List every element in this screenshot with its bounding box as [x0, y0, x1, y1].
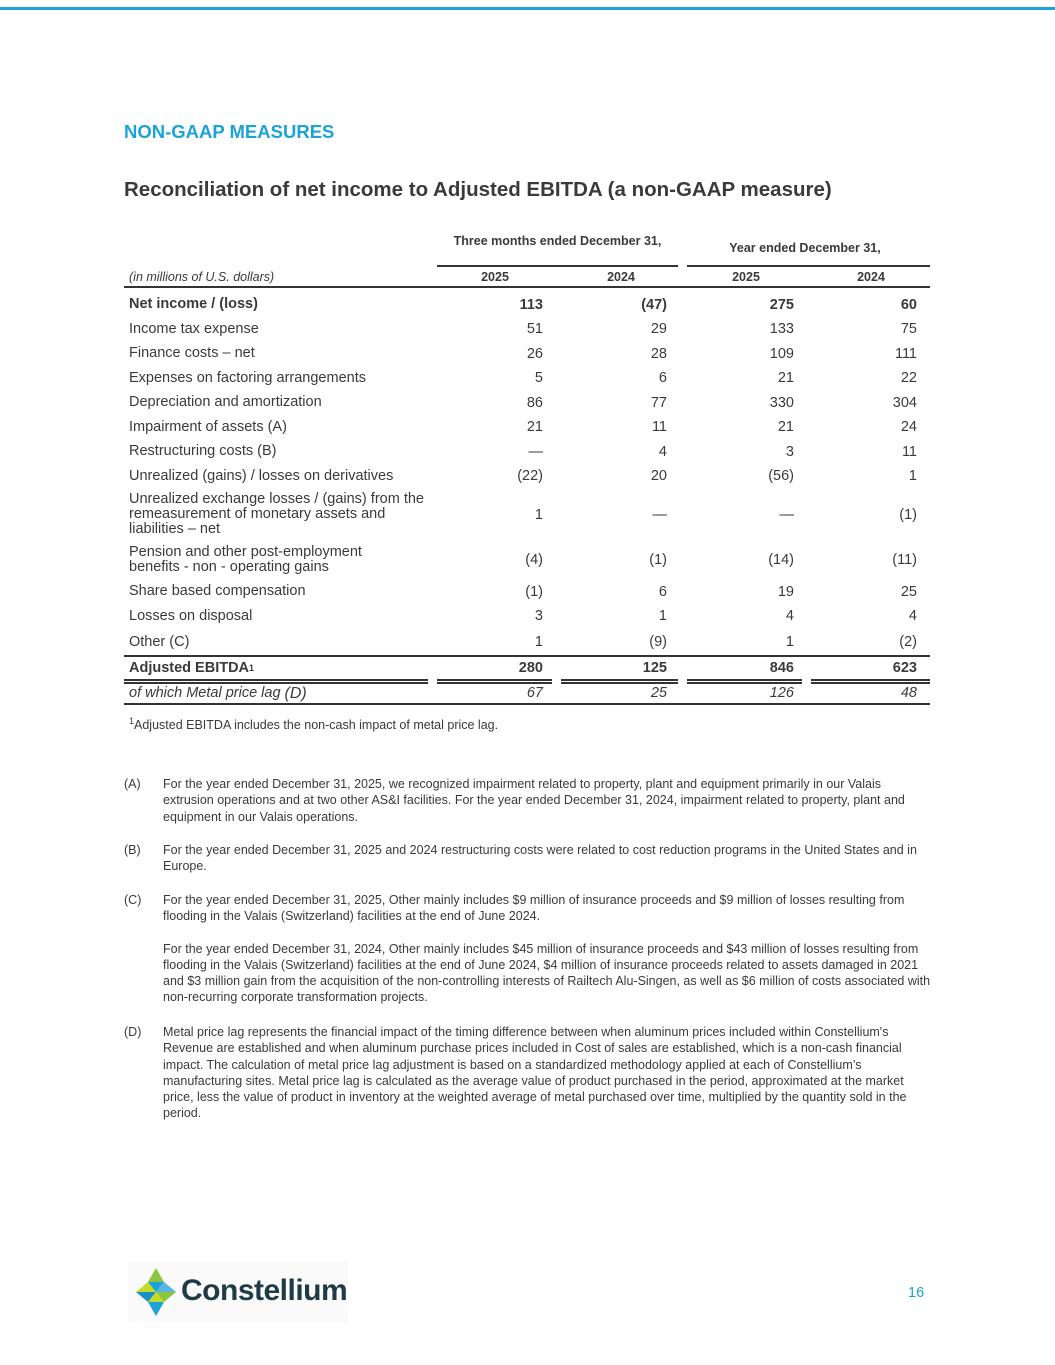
row-value: 21 — [777, 419, 794, 436]
row-label: Depreciation and amortization — [129, 394, 322, 411]
units-label: (in millions of U.S. dollars) — [129, 270, 275, 284]
row-value: 846 — [769, 660, 794, 676]
row-value: 26 — [526, 345, 543, 362]
table-row-metal-price-lag — [0, 684, 1055, 702]
double-rule — [687, 679, 802, 681]
table-row — [0, 629, 1055, 655]
row-value: 22 — [900, 370, 917, 387]
row-value: (1) — [899, 506, 917, 523]
adjusted-ebitda-label: Adjusted EBITDA — [129, 659, 250, 676]
row-value: (11) — [892, 552, 917, 568]
table-row — [0, 317, 1055, 342]
row-value: 113 — [519, 296, 543, 313]
row-value: 111 — [894, 345, 917, 362]
row-value: 1 — [658, 608, 667, 625]
row-value: 1 — [534, 506, 543, 523]
row-value: (56) — [768, 468, 794, 485]
note-key: (C) — [124, 893, 142, 907]
row-label: Share based compensation — [129, 583, 306, 600]
row-label — [129, 684, 307, 702]
group-underline-year — [687, 265, 930, 267]
row-value: 67 — [526, 685, 543, 701]
note-reference: (D) — [284, 684, 307, 702]
note-text: For the year ended December 31, 2025, we recognized impairment related to property, plant and equipment primarily in our Valais extrusion operations and at two other AS&I facilities. For the year ended December 31, 2024, impairment related to property, plant and equipment in our Valais operations. — [163, 777, 905, 824]
note-d — [124, 1024, 934, 1122]
row-value: 28 — [650, 345, 667, 362]
row-value: 280 — [518, 660, 543, 676]
row-value: 21 — [526, 419, 543, 436]
col-header-q4-2024: 2024 — [607, 270, 635, 284]
column-group-three-months: Three months ended December 31, — [453, 234, 662, 248]
footnote-marker: 1 — [129, 716, 135, 726]
row-value: 5 — [534, 370, 543, 387]
row-value: 29 — [650, 321, 667, 338]
double-rule — [437, 679, 552, 681]
row-value: 1 — [908, 468, 917, 485]
col-header-fy-2025: 2025 — [732, 270, 760, 284]
row-value: 11 — [651, 419, 667, 436]
row-value: 126 — [769, 685, 794, 701]
double-rule — [811, 679, 930, 681]
note-key: (B) — [124, 843, 141, 857]
row-value: 275 — [769, 296, 794, 313]
row-value: 75 — [900, 321, 917, 338]
row-value: 109 — [769, 345, 794, 362]
row-value: (47) — [641, 296, 667, 313]
row-value: 623 — [892, 660, 917, 676]
row-value: 330 — [769, 394, 794, 411]
header-rule — [124, 286, 930, 288]
row-value: 1 — [534, 634, 543, 650]
row-value: — — [652, 506, 667, 523]
note-key: (A) — [124, 777, 141, 791]
footnote-text: Adjusted EBITDA includes the non-cash impact of metal price lag. — [134, 718, 499, 733]
row-value: 21 — [777, 370, 794, 387]
footnote — [129, 716, 498, 732]
note-a — [124, 776, 934, 825]
row-label: Pension and other post-employment benefits - non - operating gains — [129, 544, 362, 575]
row-label: Income tax expense — [129, 320, 259, 337]
row-value: — — [779, 506, 794, 523]
double-rule — [124, 679, 428, 681]
top-accent-bar — [0, 7, 1055, 10]
row-label: Unrealized (gains) / losses on derivatives — [129, 467, 394, 484]
row-label: Finance costs – net — [129, 345, 255, 362]
table-row — [0, 292, 1055, 317]
section-title: NON-GAAP MEASURES — [124, 121, 335, 142]
row-value: (2) — [899, 634, 917, 650]
table-row — [0, 580, 1055, 605]
note-text: For the year ended December 31, 2024, Other mainly includes $45 million of insurance proceeds and $43 million of losses resulting from flooding in the Valais (Switzerland) facilities at the end of June 2024, $4 million of insurance proceeds related to assets damaged in 2021 and $3 million gain from the acquisition of the non-controlling interests of Railtech Alu-Singen, as well as $6 million of costs associated with non-recurring corporate transformation projects. — [163, 941, 931, 1005]
table-row — [0, 440, 1055, 465]
row-value: (1) — [525, 583, 543, 600]
row-value: 133 — [769, 321, 794, 338]
row-label: Impairment of assets (A) — [129, 418, 287, 435]
row-label: Net income / (loss) — [129, 296, 258, 312]
row-value: — — [528, 443, 543, 460]
row-label: Losses on disposal — [129, 607, 253, 624]
table-row — [0, 604, 1055, 629]
row-label — [129, 657, 254, 679]
row-label: Other (C) — [129, 633, 190, 650]
row-label: Unrealized exchange losses / (gains) from the remeasurement of monetary assets and liabilities – net — [129, 491, 424, 537]
row-value: (22) — [517, 468, 543, 485]
table-row — [0, 464, 1055, 489]
metal-price-lag-label: of which Metal price lag — [129, 684, 281, 701]
row-value: 4 — [908, 608, 917, 625]
row-value: (14) — [768, 552, 794, 568]
row-value: 3 — [534, 608, 543, 625]
table-row — [0, 489, 1055, 541]
footnote-marker: 1 — [249, 662, 255, 673]
row-value: 19 — [777, 583, 794, 600]
row-value: 51 — [526, 321, 543, 338]
page-number: 16 — [908, 1285, 925, 1301]
table-row — [0, 541, 1055, 580]
row-value: 304 — [892, 394, 917, 411]
constellium-logo-icon — [136, 1268, 176, 1316]
note-key: (D) — [124, 1025, 142, 1039]
row-value: 11 — [901, 443, 917, 460]
col-header-q4-2025: 2025 — [481, 270, 509, 284]
row-value: (9) — [649, 634, 667, 650]
table-row — [0, 391, 1055, 416]
row-value: (4) — [525, 552, 543, 568]
logo-wordmark: Constellium — [181, 1274, 348, 1307]
row-value: 60 — [900, 296, 917, 313]
row-value: 25 — [900, 583, 917, 600]
note-text: Metal price lag represents the financial impact of the timing difference between when aluminum prices included within Constellium's Revenue are established and when aluminum purchase prices included in Cost of sales are established, which is a non-cash financial impact. The calculation of metal price lag adjustment is based on a standardized methodology applied at each of Constellium’s manufacturing sites. Metal price lag is calculated as the average value of product purchased in the period, approximated at the market price, less the value of product in inventory at the weighted average of metal purchased over time, multiplied by the quantity sold in the period. — [163, 1025, 907, 1121]
row-value: 25 — [650, 685, 667, 701]
note-b — [124, 842, 934, 875]
row-label: Expenses on factoring arrangements — [129, 369, 366, 386]
row-value: 4 — [785, 608, 794, 625]
row-value: 77 — [650, 394, 667, 411]
row-value: 20 — [650, 468, 667, 485]
row-label: Restructuring costs (B) — [129, 443, 277, 460]
table-row-adjusted-ebitda — [0, 657, 1055, 679]
note-c — [124, 892, 934, 1006]
row-value: 3 — [785, 443, 794, 460]
reconciliation-title: Reconciliation of net income to Adjusted EBITDA (a non-GAAP measure) — [124, 178, 832, 201]
row-value: 24 — [900, 419, 917, 436]
row-value: 125 — [642, 660, 667, 676]
row-value: 86 — [526, 394, 543, 411]
group-underline-three-months — [437, 265, 678, 267]
row-value: 6 — [658, 583, 667, 600]
table-row — [0, 342, 1055, 367]
double-rule — [561, 679, 678, 681]
col-header-fy-2024: 2024 — [857, 270, 885, 284]
row-value: (1) — [649, 552, 667, 568]
constellium-logo — [128, 1262, 348, 1322]
row-value: 1 — [785, 634, 794, 650]
table-bottom-rule — [124, 703, 930, 705]
row-value: 4 — [658, 443, 667, 460]
table-row — [0, 366, 1055, 391]
note-text: For the year ended December 31, 2025, Other mainly includes $9 million of insurance proceeds and $9 million of losses resulting from flooding in the Valais (Switzerland) facilities at the end of June 2024. — [163, 893, 905, 924]
column-group-year: Year ended December 31, — [729, 241, 881, 255]
table-row — [0, 415, 1055, 440]
row-value: 6 — [658, 370, 667, 387]
row-value: 48 — [900, 685, 917, 701]
note-text: For the year ended December 31, 2025 and 2024 restructuring costs were related to cost reduction programs in the United States and in Europe. — [163, 843, 917, 874]
